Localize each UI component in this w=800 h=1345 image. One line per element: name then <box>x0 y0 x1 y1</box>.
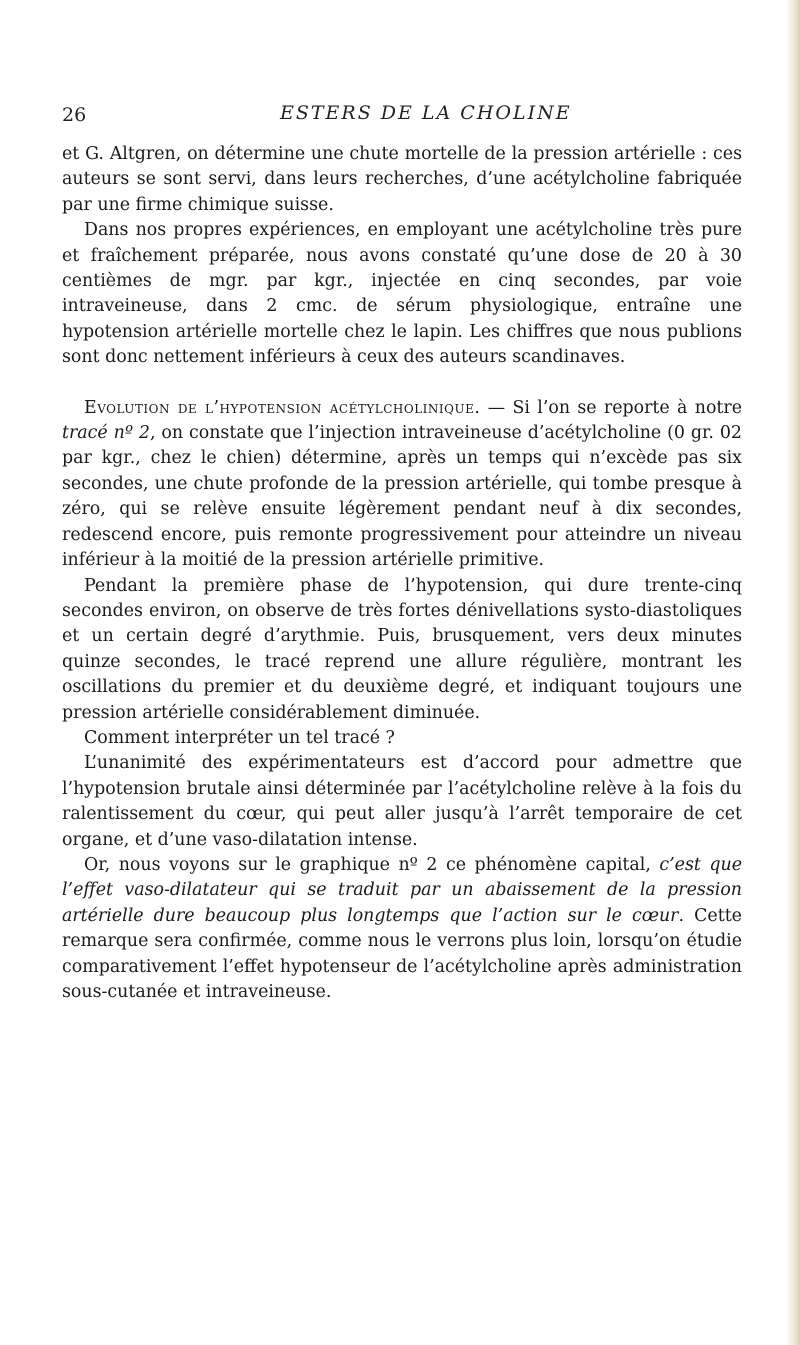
paragraph-2: Dans nos propres expériences, en employant une acétylcholine très pure et fraîchement préparée, nous avons constaté qu’une dose de 20 à 30 centièmes de mgr. par kgr., injectée en cinq secondes, par voie intraveineuse, dans 2 cmc. de sérum physiologique, entraîne une hypotension artérielle mortelle chez le lapin. Les chiffres que nous publions sont donc nettement inférieurs à ceux des auteurs scandinaves. <box>62 220 742 368</box>
paragraph-7-lead: Or, nous voyons sur le graphique nº 2 ce phénomène capital, <box>84 854 660 875</box>
paragraph-5: Comment interpréter un tel tracé ? <box>84 727 395 748</box>
page-header <box>62 100 742 130</box>
page-edge-shadow <box>786 0 800 1345</box>
section-heading: Evolution de l’hypotension acétylcholinique. <box>84 397 481 418</box>
body-text <box>62 142 742 1005</box>
emphasized-statement: c’est que l’effet vaso-dilatateur qui se traduit par un abaissement de la pression artérielle dure beaucoup plus longtemps que l’action sur le cœur <box>62 854 743 926</box>
paragraph-3-lead: Si l’on se reporte à notre <box>512 397 743 418</box>
running-title: ESTERS DE LA CHOLINE <box>280 102 572 124</box>
paragraph-6: L’unanimité des expérimentateurs est d’accord pour admettre que l’hypotension brutale ainsi déterminée par l’acétylcholine relève à la fois du ralentissement du cœur, qui peut aller jusqu’à l’arrêt temporaire de cet organe, et d’une vaso-dilatation intense. <box>62 753 742 850</box>
paragraph-3 <box>62 396 742 574</box>
paragraph-7-rest: . Cette remarque sera confirmée, comme nous le verrons plus loin, lorsqu’on étudie comparativement l’effet hypotenseur de l’acétylcholine après administration sous-cutanée et intraveineuse. <box>62 905 742 1002</box>
page-number: 26 <box>62 104 87 126</box>
paragraph-4: Pendant la première phase de l’hypotension, qui dure trente-cinq secondes environ, on observe de très fortes dénivellations systo-diastoliques et un certain degré d’arythmie. Puis, brusquement, vers deux minutes quinze secondes, le tracé reprend une allure régulière, montrant les oscillations du premier et du deuxième degré, et indiquant toujours une pression artérielle considérablement diminuée. <box>62 575 742 723</box>
heading-dash: — <box>480 397 513 418</box>
paragraph-3-rest: , on constate que l’injection intraveineuse d’acétylcholine (0 gr. 02 par kgr., chez le chien) détermine, après un temps qui n’excède pas six secondes, une chute profonde de la pression artérielle, qui tombe presque à zéro, qui se relève ensuite légèrement pendant neuf à dix secondes, redescend encore, puis remonte progressivement pour atteindre un niveau inférieur à la moitié de la pression artérielle primitive. <box>62 423 742 571</box>
trace-reference: tracé nº 2 <box>62 423 150 444</box>
paragraph-1: et G. Altgren, on détermine une chute mortelle de la pression artérielle : ces auteurs se sont servi, dans leurs recherches, d’une acétylcholine fabriquée par une firme chimique suisse. <box>62 144 742 215</box>
paragraph-7 <box>62 853 742 1005</box>
